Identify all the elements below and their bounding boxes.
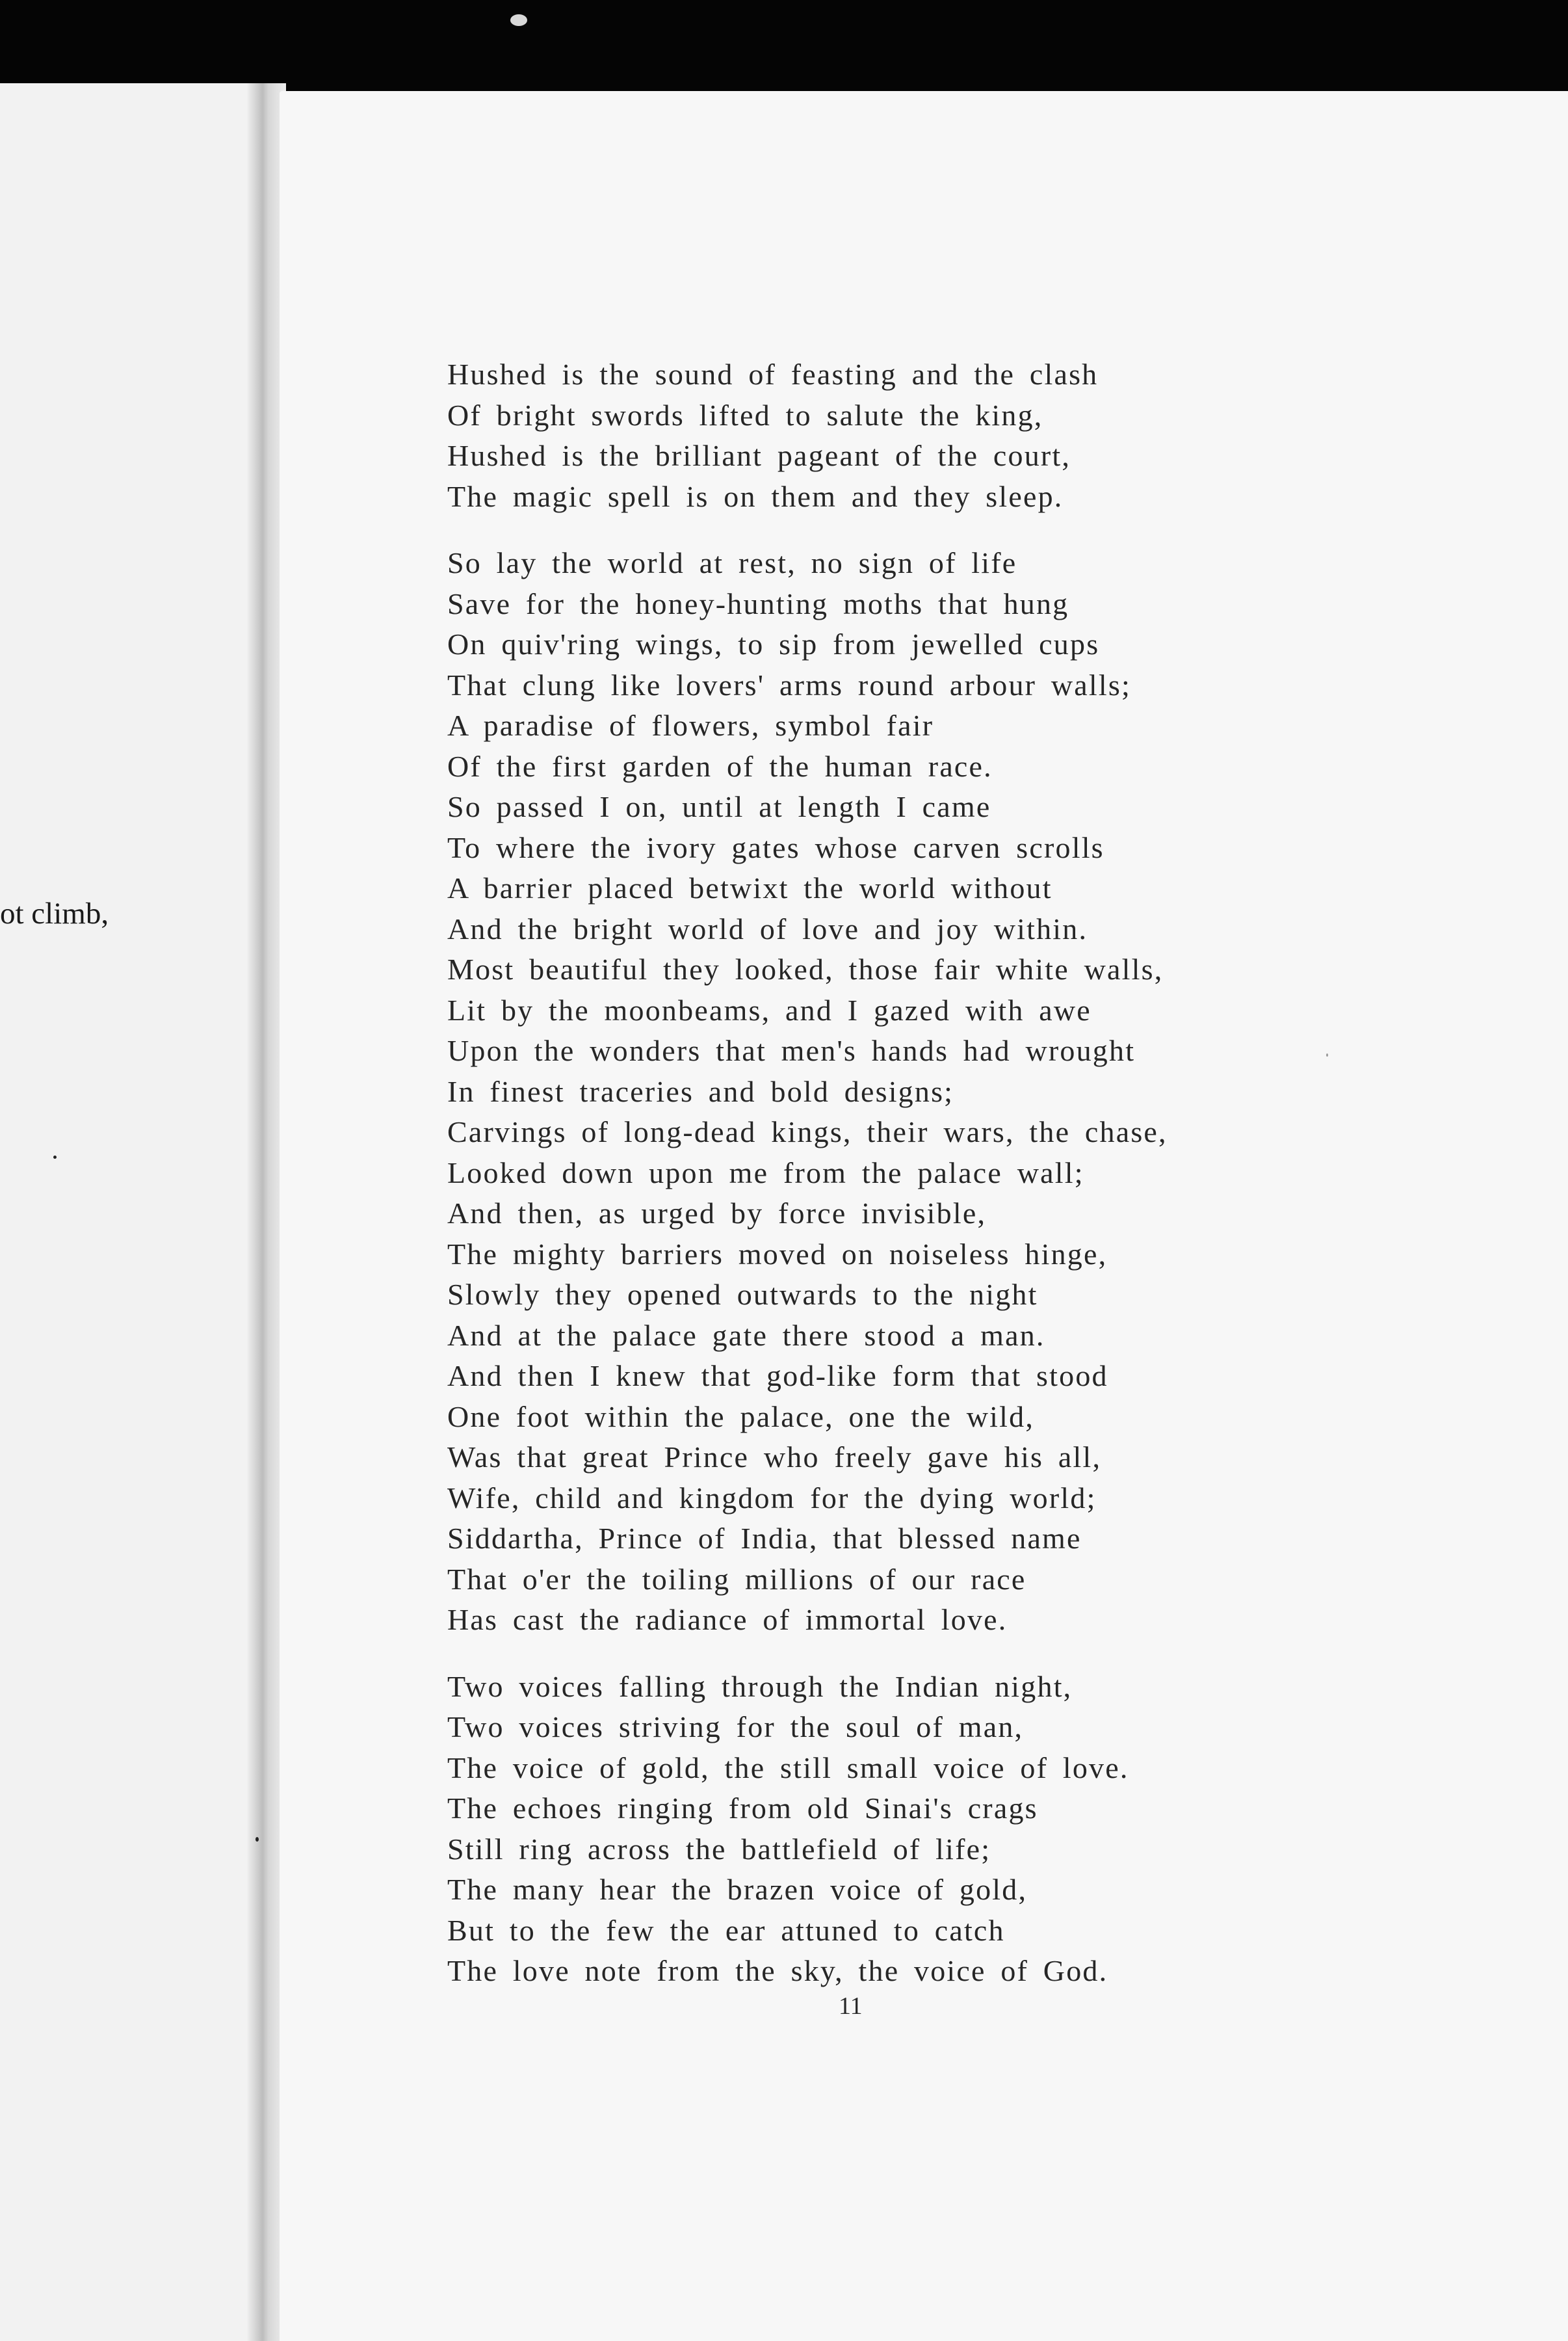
scan-mark <box>255 1837 259 1842</box>
poem-line: A paradise of flowers, symbol fair <box>447 709 934 742</box>
poem-line: Of bright swords lifted to salute the king, <box>447 398 1043 432</box>
poem-line: To where the ivory gates whose carven scrolls <box>447 830 1104 864</box>
poem-line: Siddartha, Prince of India, that blessed name <box>447 1522 1082 1555</box>
poem-line: And the bright world of love and joy within. <box>447 912 1088 946</box>
poem-line: Two voices striving for the soul of man, <box>447 1710 1024 1743</box>
poem-line: Most beautiful they looked, those fair white walls, <box>447 953 1164 986</box>
poem-line: And then I knew that god-like form that stood <box>447 1359 1108 1392</box>
poem-line: The love note from the sky, the voice of God. <box>447 1954 1108 1987</box>
poem-line: And at the palace gate there stood a man. <box>447 1318 1045 1352</box>
scan-mark <box>53 1156 57 1159</box>
poem-line: Slowly they opened outwards to the night <box>447 1278 1038 1311</box>
scan-top-border <box>0 0 1568 91</box>
poem-line: The many hear the brazen voice of gold, <box>447 1873 1028 1906</box>
poem-line: Two voices falling through the Indian night, <box>447 1669 1073 1703</box>
poem-line: The magic spell is on them and they sleep. <box>447 479 1064 513</box>
poem <box>447 354 1292 1992</box>
left-page <box>0 83 273 2341</box>
poem-line: The mighty barriers moved on noiseless hinge, <box>447 1237 1108 1271</box>
poem-line: Looked down upon me from the palace wall; <box>447 1156 1084 1189</box>
poem-line: Still ring across the battlefield of life; <box>447 1832 991 1866</box>
poem-line: But to the few the ear attuned to catch <box>447 1913 1005 1947</box>
poem-line: Save for the honey-hunting moths that hung <box>447 587 1069 620</box>
poem-line: A barrier placed betwixt the world without <box>447 871 1052 905</box>
poem-line: Lit by the moonbeams, and I gazed with awe <box>447 993 1091 1027</box>
poem-line: Was that great Prince who freely gave his all, <box>447 1440 1102 1474</box>
stanza <box>447 1667 1292 1992</box>
stanza <box>447 354 1292 517</box>
poem-line: That o'er the toiling millions of our race <box>447 1562 1026 1596</box>
poem-line: So passed I on, until at length I came <box>447 790 991 823</box>
poem-line: Upon the wonders that men's hands had wrought <box>447 1034 1136 1067</box>
poem-line: The echoes ringing from old Sinai's crags <box>447 1792 1038 1825</box>
poem-line: So lay the world at rest, no sign of life <box>447 546 1017 579</box>
poem-line: Has cast the radiance of immortal love. <box>447 1603 1008 1636</box>
poem-line: That clung like lovers' arms round arbour walls; <box>447 668 1131 702</box>
scan-speck <box>510 14 527 26</box>
stanza <box>447 543 1292 1641</box>
scan-mark <box>1326 1053 1328 1057</box>
poem-line: In finest traceries and bold designs; <box>447 1074 954 1108</box>
poem-line: The voice of gold, the still small voice of love. <box>447 1751 1129 1784</box>
left-page-text-fragment: ot climb, <box>0 897 109 931</box>
poem-line: Of the first garden of the human race. <box>447 749 993 783</box>
page-number: 11 <box>839 1992 863 2020</box>
poem-line: On quiv'ring wings, to sip from jewelled cups <box>447 628 1100 661</box>
poem-line: And then, as urged by force invisible, <box>447 1197 987 1230</box>
poem-line: One foot within the palace, one the wild, <box>447 1399 1035 1433</box>
poem-line: Wife, child and kingdom for the dying world; <box>447 1481 1097 1514</box>
poem-line: Hushed is the sound of feasting and the clash <box>447 358 1099 391</box>
poem-line: Carvings of long-dead kings, their wars, the chase, <box>447 1115 1168 1148</box>
poem-line: Hushed is the brilliant pageant of the court, <box>447 439 1071 472</box>
